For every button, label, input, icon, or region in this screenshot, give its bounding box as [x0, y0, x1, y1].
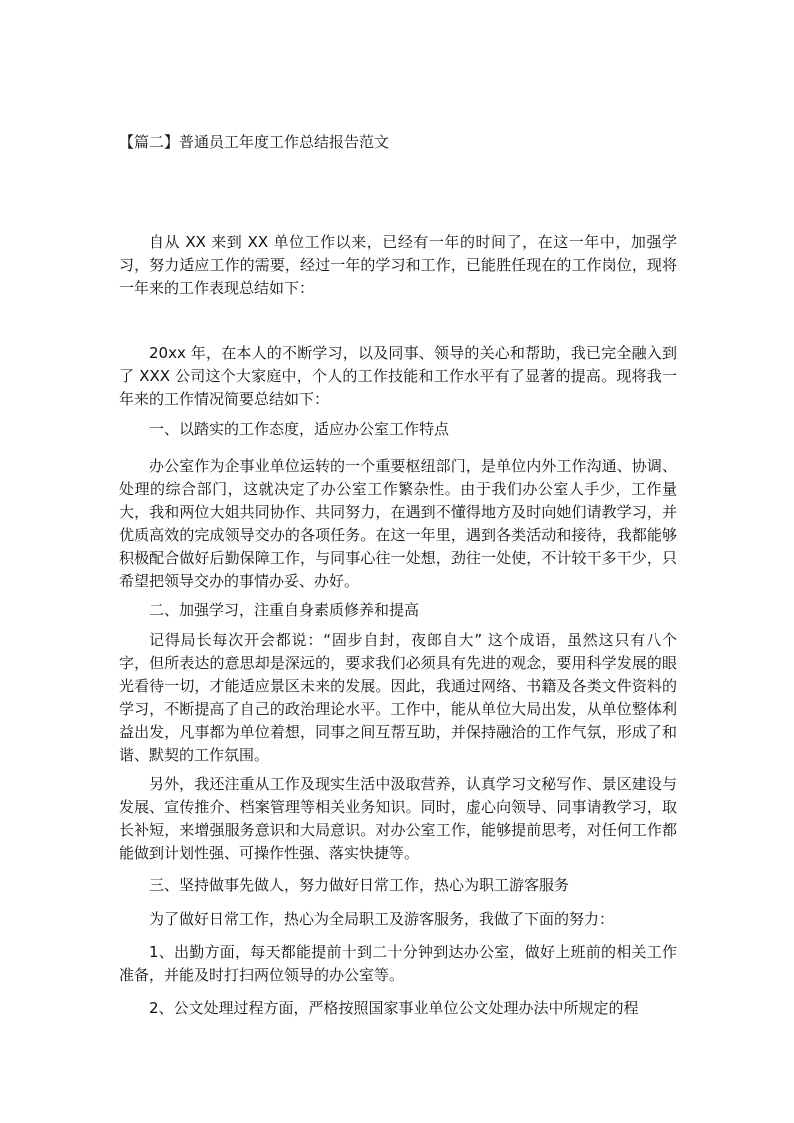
section-heading-2: 二、加强学习，注重自身素质修养和提高 [149, 601, 420, 619]
section-heading-1: 一、以踏实的工作态度，适应办公室工作特点 [149, 420, 450, 438]
paragraph-daily-work: 为了做好日常工作，热心为全局职工及游客服务，我做了下面的努力： [149, 910, 615, 928]
paragraph-overview: 20xx 年，在本人的不断学习，以及同事、领导的关心和帮助，我已完全融入到了 XXX 公司这个大家庭中，个人的工作技能和工作水平有了显著的提高。现将我一年来的工作情况简要总结如下： [119, 344, 677, 408]
paragraph-intro: 自从 XX 来到 XX 单位工作以来，已经有一年的时间了，在这一年中，加强学习，努力适应工作的需要，经过一年的学习和工作，已能胜任现在的工作岗位，现将一年来的工作表现总结如下： [119, 233, 677, 297]
paragraph-office-work: 办公室作为企事业单位运转的一个重要枢纽部门，是单位内外工作沟通、协调、处理的综合部门，这就决定了办公室工作繁杂性。由于我们办公室人手少，工作量大，我和两位大姐共同协作、共同努力，在遇到不懂得地方及时向她们请教学习，并优质高效的完成领导交办的各项任务。在这一年里，遇到各类活动和接待，我都能够积极配合做好后勤保障工作，与同事心往一处想，劲往一处使，不计较干多干少，只希望把领导交办的事情办妥、办好。 [119, 457, 677, 590]
section-heading-3: 三、坚持做事先做人，努力做好日常工作，热心为职工游客服务 [149, 876, 570, 894]
paragraph-additional: 另外，我还注重从工作及现实生活中汲取营养，认真学习文秘写作、景区建设与发展、宣传推介、档案管理等相关业务知识。同时，虚心向领导、同事请教学习，取长补短，来增强服务意识和大局意识。对办公室工作，能够提前思考，对任何工作都能做到计划性强、可操作性强、落实快捷等。 [119, 775, 677, 862]
list-item-documents: 2、公文处理过程方面，严格按照国家事业单位公文处理办法中所规定的程 [149, 999, 639, 1017]
list-item-attendance: 1、出勤方面，每天都能提前十到二十分钟到达办公室，做好上班前的相关工作准备，并能及时打扫两位领导的办公室等。 [119, 943, 677, 984]
paragraph-learning: 记得局长每次开会都说：“固步自封，夜郎自大” 这个成语，虽然这只有八个字，但所表达的意思却是深远的，要求我们必须具有先进的观念，要用科学发展的眼光看待一切，才能适应景区未来的发展。因此，我通过网络、书籍及各类文件资料的学习，不断提高了自己的政治理论水平。工作中，能从单位大局出发，从单位整体利益出发，凡事都为单位着想，同事之间互帮互助，并保持融洽的工作气氛，形成了和谐、默契的工作氛围。 [119, 631, 677, 764]
document-title: 【篇二】普通员工年度工作总结报告范文 [119, 133, 390, 151]
